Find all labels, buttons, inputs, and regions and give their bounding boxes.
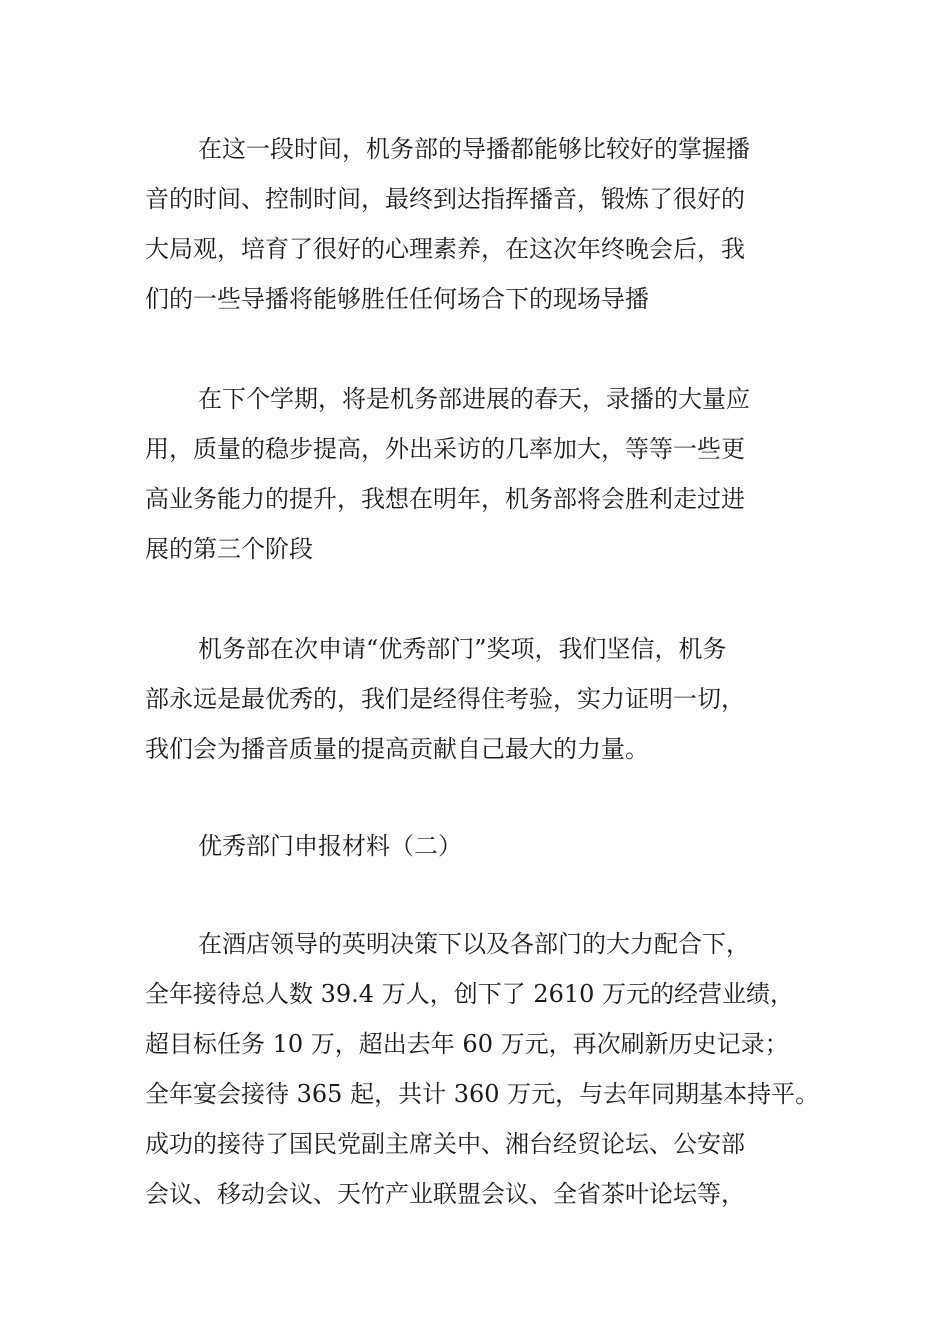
paragraph-2-line-3: 高业务能力的提升，我想在明年，机务部将会胜利走过进 xyxy=(145,485,745,513)
paragraph-5-line-3: 超目标任务 10 万，超出去年 60 万元，再次刷新历史记录； xyxy=(145,1030,789,1058)
paragraph-5-line-5: 成功的接待了国民党副主席关中、湘台经贸论坛、公安部 xyxy=(145,1130,745,1158)
paragraph-3-line-3: 我们会为播音质量的提高贡献自己最大的力量。 xyxy=(145,735,649,763)
paragraph-2-line-4: 展的第三个阶段 xyxy=(145,535,313,563)
paragraph-1-line-2: 音的时间、控制时间，最终到达指挥播音，锻炼了很好的 xyxy=(145,185,745,213)
paragraph-5-line-2: 全年接待总人数 39.4 万人，创下了 2610 万元的经营业绩， xyxy=(145,980,795,1008)
paragraph-1-line-4: 们的一些导播将能够胜任任何场合下的现场导播 xyxy=(145,285,649,313)
paragraph-5-line-1: 在酒店领导的英明决策下以及各部门的大力配合下， xyxy=(198,930,750,958)
paragraph-1-line-1: 在这一段时间，机务部的导播都能够比较好的掌握播 xyxy=(198,135,750,163)
paragraph-2-line-1: 在下个学期，将是机务部进展的春天，录播的大量应 xyxy=(198,385,750,413)
paragraph-2-line-2: 用，质量的稳步提高，外出采访的几率加大，等等一些更 xyxy=(145,435,745,463)
paragraph-5-line-4: 全年宴会接待 365 起，共计 360 万元，与去年同期基本持平。 xyxy=(145,1080,820,1108)
paragraph-3-line-1: 机务部在次申请“优秀部门”奖项，我们坚信，机务 xyxy=(198,635,727,663)
paragraph-5-line-6: 会议、移动会议、天竹产业联盟会议、全省茶叶论坛等， xyxy=(145,1180,745,1208)
section-heading: 优秀部门申报材料（二） xyxy=(198,832,462,860)
paragraph-3-line-2: 部永远是最优秀的，我们是经得住考验，实力证明一切， xyxy=(145,685,745,713)
paragraph-1-line-3: 大局观，培育了很好的心理素养，在这次年终晚会后，我 xyxy=(145,235,745,263)
